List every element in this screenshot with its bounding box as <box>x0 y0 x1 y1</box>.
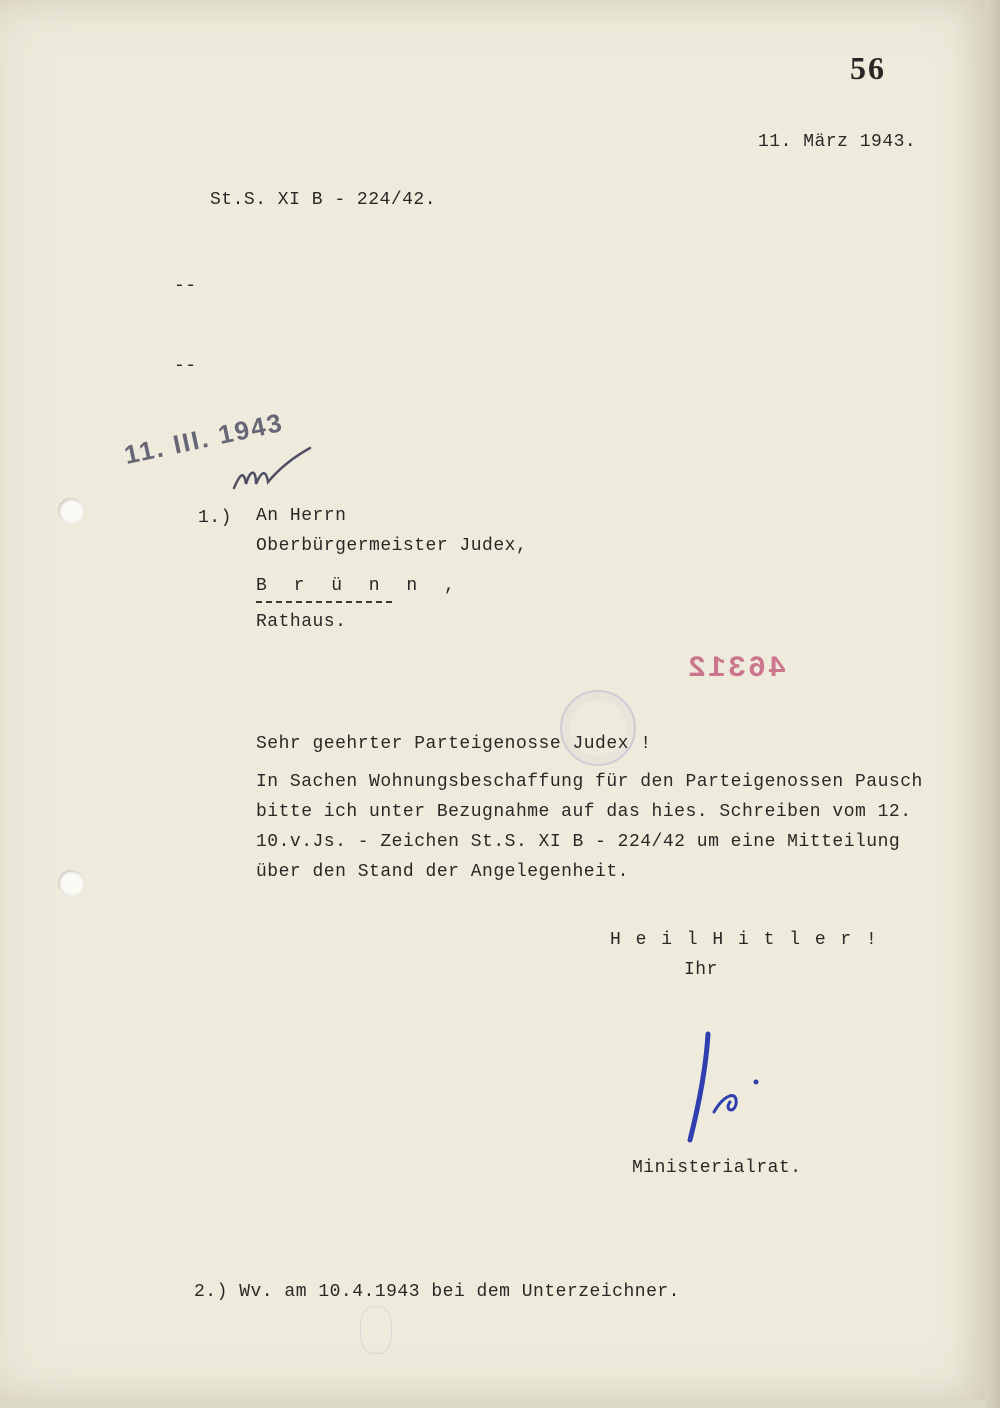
punch-hole-bottom <box>58 870 84 896</box>
closing-ihr: Ihr <box>684 960 718 980</box>
body-line-2: bitte ich unter Bezugnahme auf das hies. Schreiben vom 12. <box>256 802 912 822</box>
entry-number-stamp: 46312 <box>686 652 787 686</box>
signatory-title: Ministerialrat. <box>632 1158 802 1178</box>
faint-seal <box>560 690 636 766</box>
faint-seal-small <box>360 1306 392 1354</box>
signature <box>670 1028 780 1148</box>
page-number: 56 <box>850 50 886 86</box>
body-line-3: 10.v.Js. - Zeichen St.S. XI B - 224/42 um eine Mitteilung <box>256 832 901 852</box>
dash-line-1: -- <box>174 276 197 296</box>
reference-number: St.S. XI B - 224/42. <box>210 190 437 210</box>
handwritten-initials <box>226 440 316 500</box>
address-line-2: Oberbürgermeister Judex, <box>256 536 528 556</box>
city-underline <box>256 601 392 603</box>
address-line-4: Rathaus. <box>256 612 347 632</box>
address-city: B r ü n n , <box>256 576 463 596</box>
item-1-number: 1.) <box>198 508 232 528</box>
dash-line-2: -- <box>174 356 197 376</box>
body-line-1: In Sachen Wohnungsbeschaffung für den Parteigenossen Pausch <box>256 772 923 792</box>
closing-greeting: H e i l H i t l e r ! <box>610 930 879 950</box>
letter-date: 11. März 1943. <box>758 132 917 152</box>
address-line-1: An Herrn <box>256 506 347 526</box>
body-line-4: über den Stand der Angelegenheit. <box>256 862 629 882</box>
page-edge <box>986 0 1000 1408</box>
punch-hole-top <box>58 498 84 524</box>
date-stamp: 11. III. 1943 <box>121 407 287 471</box>
salutation: Sehr geehrter Parteigenosse Judex ! <box>256 734 652 754</box>
item-2-note: 2.) Wv. am 10.4.1943 bei dem Unterzeichner. <box>194 1282 680 1302</box>
